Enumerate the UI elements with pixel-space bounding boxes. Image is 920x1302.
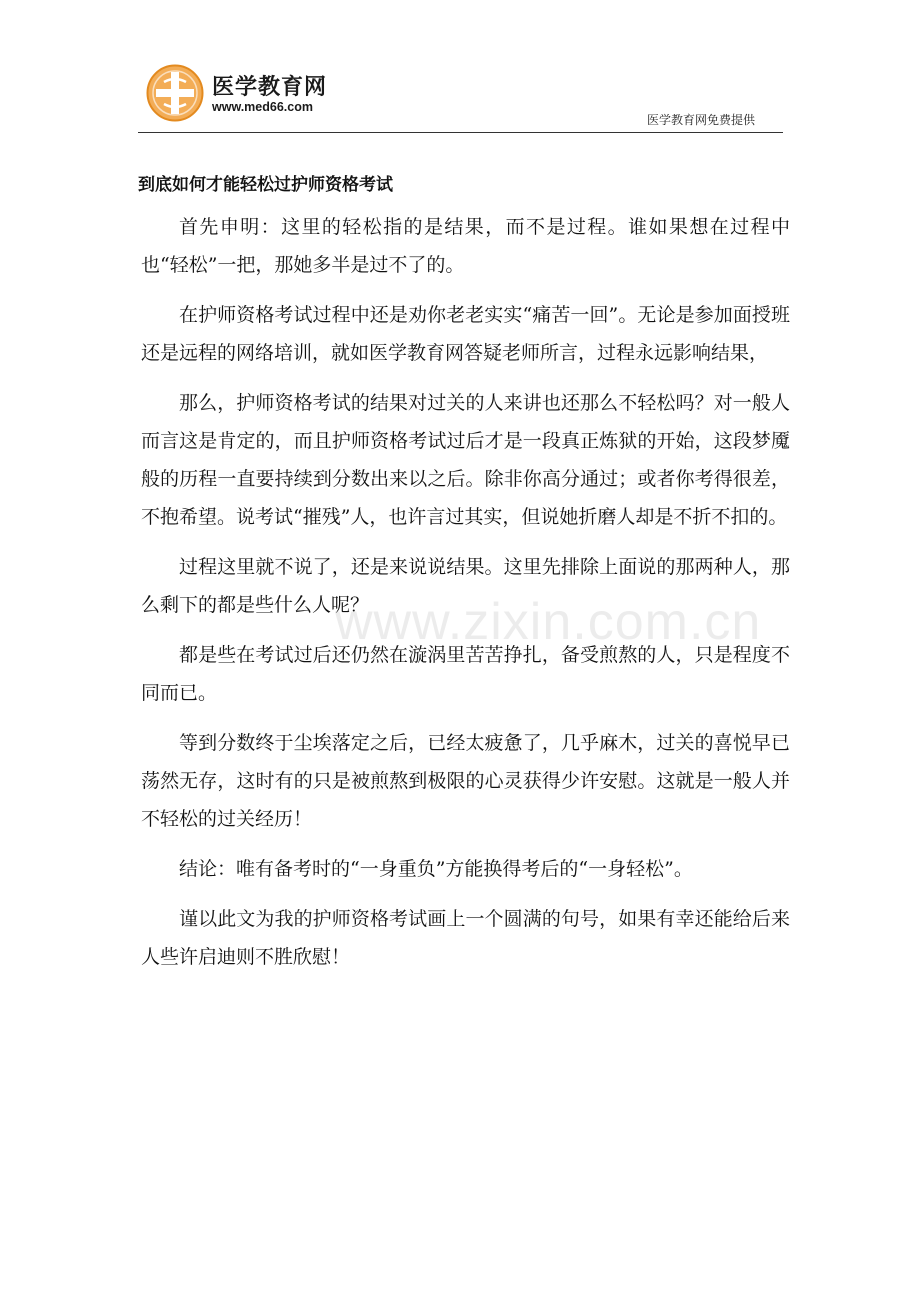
article-paragraph: 谨以此文为我的护师资格考试画上一个圆满的句号，如果有幸还能给后来人些许启迪则不胜欣慰！ — [141, 908, 790, 968]
page-header — [138, 60, 783, 133]
header-provider-note: 医学教育网免费提供 — [646, 113, 755, 127]
article-title: 到底如何才能轻松过护师资格考试 — [138, 175, 393, 195]
article-paragraph: 过程这里就不说了，还是来说说结果。这里先排除上面说的那两种人，那么剩下的都是些什么人呢？ — [141, 556, 790, 616]
article-paragraph: 那么，护师资格考试的结果对过关的人来讲也还那么不轻松吗？对一般人而言这是肯定的，而且护师资格考试过后才是一段真正炼狱的开始，这段梦魇般的历程一直要持续到分数出来以之后。除非你高分通过；或者你考得很差，不抱希望。说考试“摧残”人，也许言过其实，但说她折磨人却是不折不扣的。 — [141, 392, 790, 528]
logo-site-url: www.med66.com — [212, 100, 313, 114]
article-paragraph: 首先申明：这里的轻松指的是结果，而不是过程。谁如果想在过程中也“轻松”一把，那她多半是过不了的。 — [141, 216, 790, 276]
article-body — [141, 208, 790, 988]
article-paragraph: 在护师资格考试过程中还是劝你老老实实“痛苦一回”。无论是参加面授班还是远程的网络培训，就如医学教育网答疑老师所言，过程永远影响结果， — [141, 304, 790, 364]
logo-site-name: 医学教育网 — [212, 75, 328, 100]
article-paragraph: 结论：唯有备考时的“一身重负”方能换得考后的“一身轻松”。 — [179, 858, 693, 880]
med66-logo-icon — [146, 64, 204, 122]
article-paragraph: 等到分数终于尘埃落定之后，已经太疲惫了，几乎麻木，过关的喜悦早已荡然无存，这时有的只是被煎熬到极限的心灵获得少许安慰。这就是一般人并不轻松的过关经历！ — [141, 732, 790, 830]
article-paragraph: 都是些在考试过后还仍然在漩涡里苦苦挣扎，备受煎熬的人，只是程度不同而已。 — [141, 644, 790, 704]
watermark: www.zixin.com.cn — [335, 593, 762, 651]
